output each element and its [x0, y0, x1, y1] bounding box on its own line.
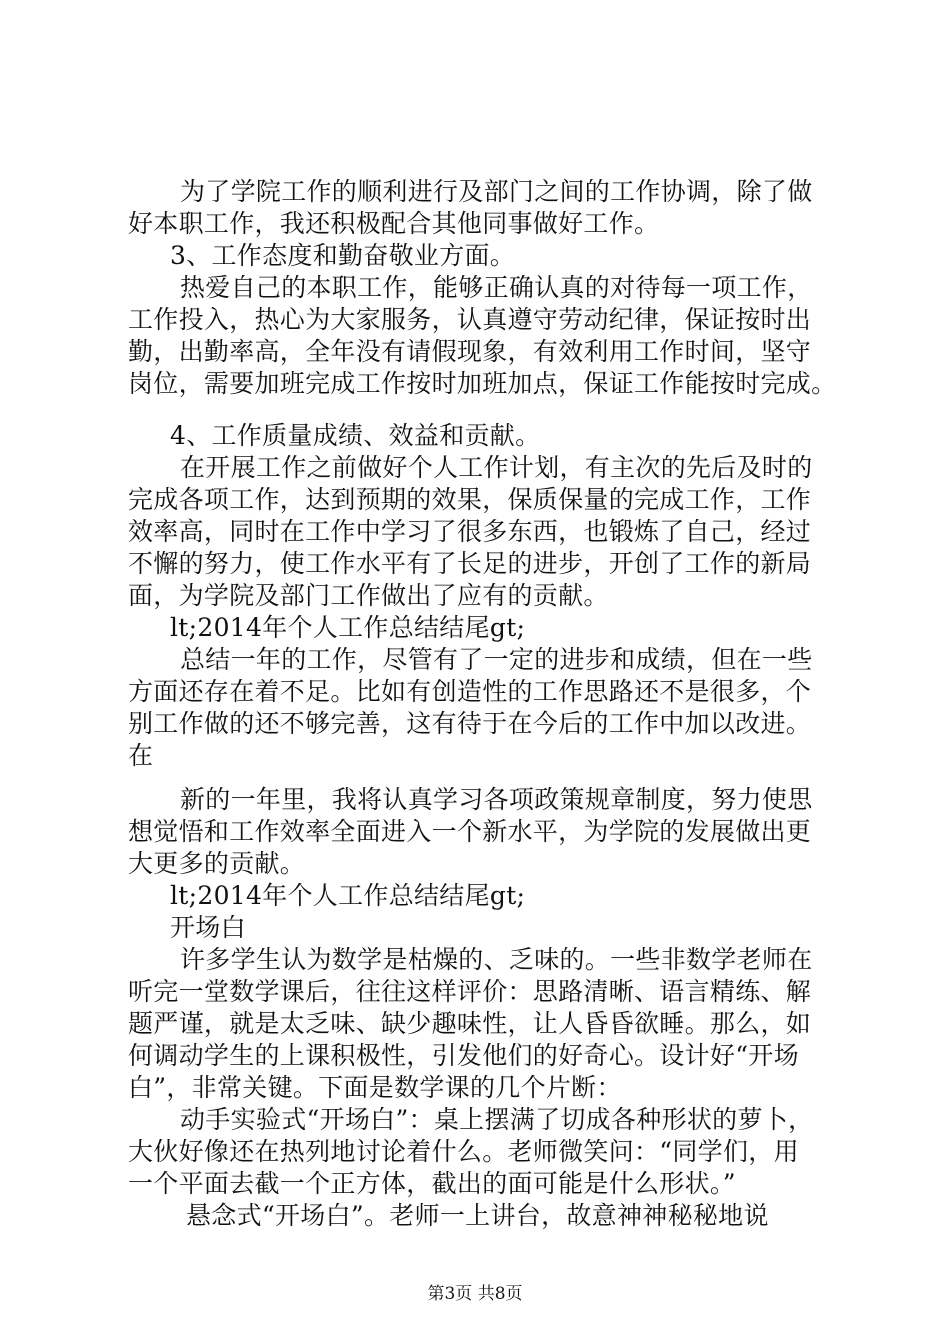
text-line: 何调动学生的上课积极性，引发他们的好奇心。设计好“开场 [128, 1041, 799, 1070]
text-line: 大更多的贡献。 [128, 849, 306, 878]
text-line: 新的一年里，我将认真学习各项政策规章制度，努力使思 [180, 785, 813, 814]
text-line: 3、工作态度和勤奋敬业方面。 [170, 241, 516, 270]
text-line: lt;2014年个人工作总结结尾gt; [170, 881, 526, 910]
text-line: 效率高，同时在工作中学习了很多东西，也锻炼了自己，经过 [128, 517, 812, 546]
text-line: 方面还存在着不足。比如有创造性的工作思路还不是很多，个 [128, 677, 812, 706]
text-line: 热爱自己的本职工作，能够正确认真的对待每一项工作， [180, 273, 813, 302]
text-line: 悬念式“开场白”。老师一上讲台，故意神神秘秘地说 [186, 1201, 769, 1230]
text-line: 总结一年的工作，尽管有了一定的进步和成绩，但在一些 [180, 645, 813, 674]
text-line: 在 [128, 741, 154, 770]
text-line: lt;2014年个人工作总结结尾gt; [170, 613, 526, 642]
text-line: 不懈的努力，使工作水平有了长足的进步，开创了工作的新局 [128, 549, 812, 578]
text-line: 面，为学院及部门工作做出了应有的贡献。 [128, 581, 609, 610]
text-line: 别工作做的还不够完善，这有待于在今后的工作中加以改进。 [128, 709, 812, 738]
text-line: 4、工作质量成绩、效益和贡献。 [170, 421, 541, 450]
text-line: 一个平面去截一个正方体，截出的面可能是什么形状。” [128, 1169, 736, 1198]
text-line: 好本职工作，我还积极配合其他同事做好工作。 [128, 209, 660, 238]
text-line: 听完一堂数学课后，往往这样评价：思路清晰、语言精练、解 [128, 977, 812, 1006]
page-number-footer: 第3页 共8页 [427, 1284, 523, 1304]
text-line: 想觉悟和工作效率全面进入一个新水平，为学院的发展做出更 [128, 817, 812, 846]
text-line: 许多学生认为数学是枯燥的、乏味的。一些非数学老师在 [180, 945, 813, 974]
text-line: 开场白 [170, 913, 246, 942]
text-line: 勤，出勤率高，全年没有请假现象，有效利用工作时间，坚守 [128, 337, 812, 366]
text-line: 动手实验式“开场白”：桌上摆满了切成各种形状的萝卜， [180, 1105, 814, 1134]
text-line: 大伙好像还在热列地讨论着什么。老师微笑问：“同学们，用 [128, 1137, 799, 1166]
text-line: 题严谨，就是太乏味、缺少趣味性，让人昏昏欲睡。那么，如 [128, 1009, 812, 1038]
text-line: 白”，非常关键。下面是数学课的几个片断： [128, 1073, 622, 1102]
text-line: 工作投入，热心为大家服务，认真遵守劳动纪律，保证按时出 [128, 305, 812, 334]
text-line: 在开展工作之前做好个人工作计划，有主次的先后及时的 [180, 453, 813, 482]
text-line: 岗位，需要加班完成工作按时加班加点，保证工作能按时完成。 [128, 369, 837, 398]
text-line: 完成各项工作，达到预期的效果，保质保量的完成工作，工作 [128, 485, 812, 514]
text-line: 为了学院工作的顺利进行及部门之间的工作协调，除了做 [180, 177, 813, 206]
